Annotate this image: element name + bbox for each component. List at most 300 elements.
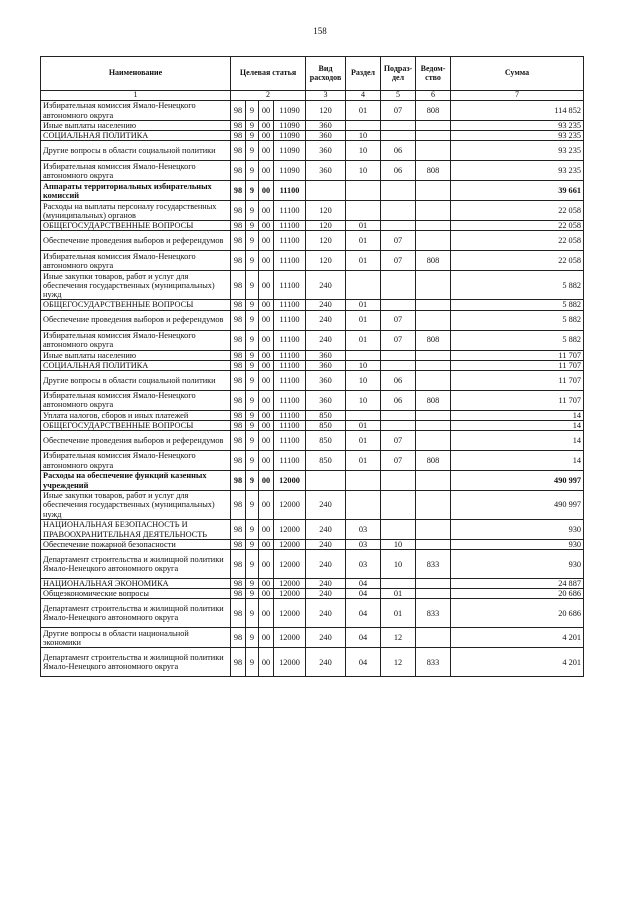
amount: 22 058 [451,221,584,231]
amount: 5 882 [451,330,584,350]
subsection-code: 07 [381,231,416,251]
subsection-code: 07 [381,330,416,350]
amount: 11 707 [451,360,584,370]
expense-kind: 240 [306,579,346,589]
target-part-4: 11100 [274,360,306,370]
target-part-4: 11100 [274,251,306,271]
amount: 93 235 [451,121,584,131]
section-code: 10 [346,141,381,161]
expense-kind: 360 [306,350,346,360]
department-code [416,540,451,550]
target-part-4: 11100 [274,410,306,420]
department-code [416,221,451,231]
target-part-2: 9 [246,491,259,520]
section-code [346,271,381,300]
target-part-2: 9 [246,599,259,628]
target-part-4: 11100 [274,181,306,201]
subsection-code [381,271,416,300]
department-code [416,420,451,430]
target-part-4: 12000 [274,540,306,550]
amount: 93 235 [451,141,584,161]
expense-kind: 240 [306,520,346,540]
amount: 4 201 [451,628,584,648]
target-part-2: 9 [246,131,259,141]
subsection-code [381,131,416,141]
department-code: 808 [416,251,451,271]
table-row [41,451,584,471]
department-code [416,141,451,161]
department-code: 833 [416,550,451,579]
target-part-3: 00 [259,589,274,599]
department-code [416,131,451,141]
table-row [41,310,584,330]
expense-kind: 850 [306,451,346,471]
row-name: НАЦИОНАЛЬНАЯ БЕЗОПАСНОСТЬ И ПРАВООХРАНИТЕЛЬНАЯ ДЕЯТЕЛЬНОСТЬ [41,520,231,540]
target-part-2: 9 [246,201,259,221]
header-subsection: Подраз-дел [381,57,416,91]
row-name: Расходы на обеспечение функций казенных учреждений [41,471,231,491]
column-number: 1 [41,91,231,101]
row-name: Избирательная комиссия Ямало-Ненецкого автономного округа [41,161,231,181]
target-part-1: 98 [231,431,246,451]
expense-kind: 120 [306,201,346,221]
section-code [346,201,381,221]
target-part-3: 00 [259,330,274,350]
department-code: 808 [416,101,451,121]
expense-kind: 240 [306,550,346,579]
target-part-1: 98 [231,491,246,520]
amount: 22 058 [451,201,584,221]
row-name: Департамент строительства и жилищной политики Ямало-Ненецкого автономного округа [41,648,231,677]
target-part-2: 9 [246,420,259,430]
target-part-4: 12000 [274,520,306,540]
expense-kind: 360 [306,161,346,181]
target-part-4: 12000 [274,589,306,599]
section-code: 10 [346,370,381,390]
target-part-3: 00 [259,131,274,141]
section-code: 01 [346,101,381,121]
target-part-3: 00 [259,648,274,677]
target-part-2: 9 [246,221,259,231]
subsection-code [381,350,416,360]
department-code [416,520,451,540]
target-part-2: 9 [246,520,259,540]
section-code: 03 [346,520,381,540]
column-number-row [41,91,584,101]
department-code [416,471,451,491]
target-part-4: 11100 [274,271,306,300]
header-dept: Ведом-ство [416,57,451,91]
expense-kind: 240 [306,300,346,310]
section-code [346,181,381,201]
target-part-4: 11100 [274,310,306,330]
target-part-2: 9 [246,628,259,648]
target-part-3: 00 [259,251,274,271]
section-code: 04 [346,579,381,589]
target-part-2: 9 [246,271,259,300]
amount: 14 [451,410,584,420]
subsection-code [381,360,416,370]
department-code [416,181,451,201]
row-name: Избирательная комиссия Ямало-Ненецкого автономного округа [41,330,231,350]
budget-table [40,56,584,677]
table-row [41,471,584,491]
subsection-code: 06 [381,141,416,161]
target-part-1: 98 [231,540,246,550]
amount: 930 [451,540,584,550]
expense-kind: 240 [306,310,346,330]
section-code: 01 [346,251,381,271]
amount: 24 887 [451,579,584,589]
department-code [416,579,451,589]
row-name: Департамент строительства и жилищной политики Ямало-Ненецкого автономного округа [41,599,231,628]
expense-kind: 850 [306,431,346,451]
row-name: Расходы на выплаты персоналу государственных (муниципальных) органов [41,201,231,221]
expense-kind: 120 [306,231,346,251]
target-part-3: 00 [259,310,274,330]
expense-kind: 240 [306,589,346,599]
amount: 20 686 [451,589,584,599]
target-part-2: 9 [246,310,259,330]
department-code [416,491,451,520]
expense-kind: 360 [306,390,346,410]
target-part-1: 98 [231,599,246,628]
target-part-1: 98 [231,520,246,540]
amount: 930 [451,550,584,579]
table-row [41,628,584,648]
target-part-3: 00 [259,599,274,628]
target-part-3: 00 [259,420,274,430]
target-part-1: 98 [231,300,246,310]
table-row [41,330,584,350]
target-part-1: 98 [231,471,246,491]
expense-kind: 240 [306,491,346,520]
amount: 5 882 [451,271,584,300]
table-row [41,491,584,520]
target-part-1: 98 [231,310,246,330]
expense-kind: 360 [306,370,346,390]
target-part-3: 00 [259,579,274,589]
column-number: 4 [346,91,381,101]
subsection-code: 10 [381,550,416,579]
amount: 11 707 [451,350,584,360]
target-part-3: 00 [259,360,274,370]
amount: 14 [451,420,584,430]
target-part-4: 11100 [274,370,306,390]
department-code: 808 [416,451,451,471]
expense-kind: 360 [306,360,346,370]
amount: 11 707 [451,370,584,390]
amount: 93 235 [451,161,584,181]
amount: 39 661 [451,181,584,201]
expense-kind: 360 [306,131,346,141]
subsection-code: 07 [381,451,416,471]
target-part-1: 98 [231,121,246,131]
expense-kind: 120 [306,251,346,271]
expense-kind [306,181,346,201]
table-row [41,350,584,360]
expense-kind: 240 [306,330,346,350]
amount: 5 882 [451,300,584,310]
row-name: Избирательная комиссия Ямало-Ненецкого автономного округа [41,451,231,471]
column-number: 3 [306,91,346,101]
table-row [41,420,584,430]
section-code [346,350,381,360]
section-code [346,491,381,520]
section-code: 01 [346,231,381,251]
row-name: Другие вопросы в области социальной политики [41,370,231,390]
target-part-1: 98 [231,131,246,141]
column-number: 2 [231,91,306,101]
target-part-2: 9 [246,370,259,390]
department-code [416,121,451,131]
target-part-1: 98 [231,231,246,251]
target-part-2: 9 [246,251,259,271]
row-name: Другие вопросы в области социальной политики [41,141,231,161]
target-part-4: 11100 [274,221,306,231]
department-code [416,360,451,370]
table-row [41,648,584,677]
row-name: Иные выплаты населению [41,121,231,131]
subsection-code: 01 [381,589,416,599]
amount: 490 997 [451,491,584,520]
amount: 14 [451,431,584,451]
department-code: 808 [416,330,451,350]
table-row [41,370,584,390]
target-part-2: 9 [246,648,259,677]
section-code: 01 [346,310,381,330]
expense-kind: 120 [306,101,346,121]
target-part-2: 9 [246,360,259,370]
row-name: Уплата налогов, сборов и иных платежей [41,410,231,420]
subsection-code: 01 [381,599,416,628]
amount: 20 686 [451,599,584,628]
target-part-3: 00 [259,471,274,491]
section-code: 10 [346,390,381,410]
target-part-2: 9 [246,410,259,420]
table-row [41,221,584,231]
subsection-code: 06 [381,390,416,410]
target-part-3: 00 [259,101,274,121]
target-part-4: 11100 [274,201,306,221]
department-code [416,410,451,420]
target-part-3: 00 [259,370,274,390]
target-part-1: 98 [231,550,246,579]
table-row [41,101,584,121]
target-part-1: 98 [231,390,246,410]
target-part-4: 11100 [274,431,306,451]
target-part-1: 98 [231,628,246,648]
section-code: 01 [346,221,381,231]
target-part-4: 11100 [274,350,306,360]
target-part-1: 98 [231,370,246,390]
header-sum: Сумма [451,57,584,91]
expense-kind: 120 [306,221,346,231]
row-name: ОБЩЕГОСУДАРСТВЕННЫЕ ВОПРОСЫ [41,221,231,231]
section-code: 01 [346,420,381,430]
column-number: 5 [381,91,416,101]
target-part-2: 9 [246,540,259,550]
subsection-code: 12 [381,628,416,648]
section-code [346,410,381,420]
target-part-3: 00 [259,540,274,550]
subsection-code [381,410,416,420]
expense-kind: 240 [306,628,346,648]
target-part-2: 9 [246,350,259,360]
row-name: НАЦИОНАЛЬНАЯ ЭКОНОМИКА [41,579,231,589]
target-part-3: 00 [259,550,274,579]
target-part-3: 00 [259,300,274,310]
target-part-2: 9 [246,300,259,310]
target-part-2: 9 [246,231,259,251]
column-number: 7 [451,91,584,101]
target-part-1: 98 [231,181,246,201]
target-part-2: 9 [246,141,259,161]
row-name: Избирательная комиссия Ямало-Ненецкого автономного округа [41,251,231,271]
target-part-4: 11100 [274,451,306,471]
amount: 5 882 [451,310,584,330]
row-name: Обеспечение проведения выборов и референдумов [41,310,231,330]
expense-kind: 850 [306,410,346,420]
amount: 930 [451,520,584,540]
column-number: 6 [416,91,451,101]
target-part-4: 12000 [274,491,306,520]
subsection-code [381,201,416,221]
row-name: Избирательная комиссия Ямало-Ненецкого автономного округа [41,101,231,121]
target-part-4: 11100 [274,231,306,251]
expense-kind: 360 [306,121,346,131]
expense-kind: 850 [306,420,346,430]
target-part-2: 9 [246,181,259,201]
section-code: 04 [346,648,381,677]
table-row [41,231,584,251]
target-part-4: 11090 [274,141,306,161]
target-part-3: 00 [259,390,274,410]
subsection-code: 06 [381,161,416,181]
row-name: Обеспечение пожарной безопасности [41,540,231,550]
header-kind: Вид расходов [306,57,346,91]
department-code [416,628,451,648]
department-code [416,201,451,221]
section-code: 01 [346,300,381,310]
target-part-3: 00 [259,491,274,520]
amount: 14 [451,451,584,471]
target-part-1: 98 [231,360,246,370]
row-name: СОЦИАЛЬНАЯ ПОЛИТИКА [41,131,231,141]
subsection-code: 07 [381,310,416,330]
target-part-4: 11090 [274,121,306,131]
amount: 11 707 [451,390,584,410]
amount: 4 201 [451,648,584,677]
target-part-4: 12000 [274,550,306,579]
target-part-4: 11100 [274,420,306,430]
target-part-1: 98 [231,589,246,599]
row-name: Иные выплаты населению [41,350,231,360]
table-row [41,300,584,310]
subsection-code [381,300,416,310]
subsection-code [381,520,416,540]
target-part-3: 00 [259,520,274,540]
row-name: ОБЩЕГОСУДАРСТВЕННЫЕ ВОПРОСЫ [41,300,231,310]
subsection-code [381,471,416,491]
target-part-3: 00 [259,141,274,161]
target-part-3: 00 [259,451,274,471]
target-part-4: 12000 [274,579,306,589]
expense-kind: 240 [306,599,346,628]
target-part-3: 00 [259,350,274,360]
target-part-1: 98 [231,161,246,181]
target-part-3: 00 [259,221,274,231]
target-part-3: 00 [259,410,274,420]
amount: 22 058 [451,251,584,271]
table-row [41,550,584,579]
section-code: 01 [346,431,381,451]
section-code: 01 [346,451,381,471]
row-name: Избирательная комиссия Ямало-Ненецкого автономного округа [41,390,231,410]
target-part-1: 98 [231,648,246,677]
subsection-code [381,579,416,589]
target-part-4: 11100 [274,390,306,410]
section-code: 03 [346,540,381,550]
target-part-1: 98 [231,101,246,121]
subsection-code: 06 [381,370,416,390]
department-code: 808 [416,390,451,410]
amount: 22 058 [451,231,584,251]
subsection-code [381,491,416,520]
target-part-3: 00 [259,231,274,251]
target-part-1: 98 [231,271,246,300]
row-name: СОЦИАЛЬНАЯ ПОЛИТИКА [41,360,231,370]
department-code: 808 [416,161,451,181]
row-name: Обеспечение проведения выборов и референдумов [41,431,231,451]
target-part-1: 98 [231,221,246,231]
department-code [416,310,451,330]
header-name: Наименование [41,57,231,91]
section-code [346,121,381,131]
section-code: 10 [346,131,381,141]
subsection-code [381,221,416,231]
target-part-1: 98 [231,251,246,271]
table-row [41,520,584,540]
department-code [416,589,451,599]
target-part-3: 00 [259,161,274,181]
department-code: 833 [416,648,451,677]
target-part-3: 00 [259,431,274,451]
department-code [416,370,451,390]
target-part-1: 98 [231,451,246,471]
department-code [416,231,451,251]
target-part-2: 9 [246,101,259,121]
table-row [41,410,584,420]
subsection-code [381,181,416,201]
expense-kind [306,471,346,491]
row-name: Другие вопросы в области национальной экономики [41,628,231,648]
target-part-2: 9 [246,451,259,471]
target-part-4: 11100 [274,330,306,350]
table-row [41,121,584,131]
table-row [41,540,584,550]
table-row [41,599,584,628]
target-part-3: 00 [259,201,274,221]
target-part-2: 9 [246,330,259,350]
amount: 114 852 [451,101,584,121]
table-row [41,431,584,451]
row-name: Иные закупки товаров, работ и услуг для обеспечения государственных (муниципальных) нужд [41,491,231,520]
row-name: Общеэкономические вопросы [41,589,231,599]
expense-kind: 240 [306,540,346,550]
target-part-1: 98 [231,141,246,161]
section-code: 03 [346,550,381,579]
